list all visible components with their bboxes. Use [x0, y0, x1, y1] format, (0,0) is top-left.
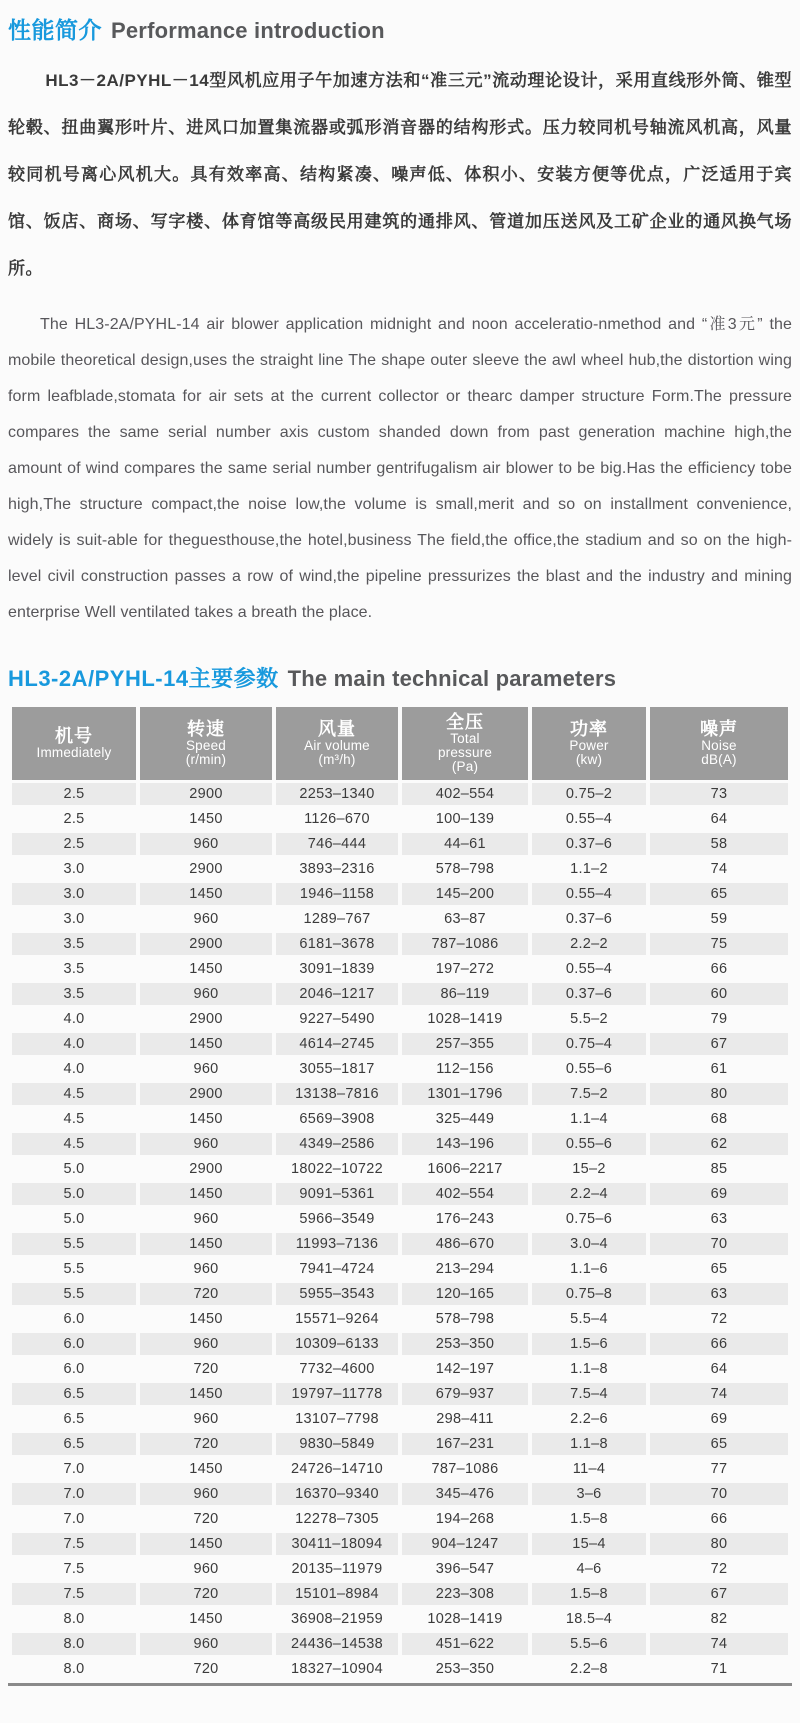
column-header-zh: 机号 — [55, 726, 93, 746]
table-row — [12, 958, 788, 980]
column-header — [532, 707, 646, 780]
table-cell: 7.5 — [12, 1583, 136, 1605]
table-cell: 7.0 — [63, 1511, 85, 1527]
column-header-en: (m³/h) — [318, 752, 356, 767]
table-row — [12, 1408, 788, 1430]
table-cell: 24436–14538 — [276, 1633, 398, 1655]
table-cell: 486–670 — [402, 1233, 528, 1255]
table-cell: 1450 — [140, 1033, 272, 1055]
table-cell: 2900 — [189, 861, 223, 877]
table-cell: 253–350 — [435, 1661, 495, 1677]
table-cell: 5.0 — [63, 1211, 85, 1227]
table-cell: 66 — [650, 1333, 788, 1355]
table-cell: 3.5 — [12, 933, 136, 955]
table-cell: 24726–14710 — [290, 1461, 383, 1477]
table-cell: 5.0 — [12, 1183, 136, 1205]
table-cell: 4349–2586 — [276, 1133, 398, 1155]
table-cell: 74 — [710, 861, 728, 877]
table-cell: 5.0 — [63, 1161, 85, 1177]
table-cell: 960 — [140, 1333, 272, 1355]
table-cell: 0.75–2 — [532, 783, 646, 805]
table-cell: 345–476 — [402, 1483, 528, 1505]
table-cell: 7.5 — [12, 1533, 136, 1555]
table-cell: 3893–2316 — [299, 861, 375, 877]
table-cell: 67 — [650, 1033, 788, 1055]
table-cell: 100–139 — [435, 811, 495, 827]
table-cell: 1.1–8 — [532, 1433, 646, 1455]
column-header-en: Power — [569, 738, 609, 753]
table-row — [12, 1283, 788, 1305]
table-cell: 960 — [193, 1061, 219, 1077]
table-cell: 396–547 — [435, 1561, 495, 1577]
table-cell: 2900 — [140, 933, 272, 955]
table-cell: 1.1–6 — [570, 1261, 608, 1277]
column-header — [276, 707, 398, 780]
intro-paragraph-english: The HL3-2A/PYHL-14 air blower application midnight and noon acceleratio-nmethod and “准3元” the mobile theoretical design,uses the straight line The shape outer sleeve the awl wheel hub,the distortion wing form leafblade,stomata for air sets at the current collector or thearc damper structure Form.The pressure compares the same serial number axis custom shanded down from past generation machine high,the amount of wind compares the same serial number gentrifugalism air blower to be big.Has the efficiency tobe high,The structure compact,the noise low,the volume is small,merit and so on installment convenience, widely is suit-able for theguesthouse,the hotel,business The field,the office,the stadium and so on the high-level civil construction passes a row of wind,the pipeline pressurizes the blast and the industry and mining enterprise Well ventilated takes a breath the place. — [8, 316, 792, 621]
table-cell: 8.0 — [63, 1611, 85, 1627]
table-row — [12, 1533, 788, 1555]
table-cell: 4.5 — [12, 1083, 136, 1105]
table-cell: 67 — [650, 1583, 788, 1605]
table-cell: 9091–5361 — [276, 1183, 398, 1205]
table-cell: 70 — [650, 1233, 788, 1255]
table-cell: 1450 — [140, 1233, 272, 1255]
table-cell: 7.5–4 — [532, 1383, 646, 1405]
table-cell: 142–197 — [435, 1361, 495, 1377]
column-header-zh: 全压 — [446, 712, 484, 732]
table-cell: 112–156 — [436, 1061, 494, 1077]
table-row — [12, 1458, 788, 1480]
table-cell: 4614–2745 — [276, 1033, 398, 1055]
table-cell: 0.55–4 — [565, 961, 613, 977]
table-row — [12, 983, 788, 1005]
table-cell: 960 — [140, 833, 272, 855]
table-cell: 19797–11778 — [276, 1383, 398, 1405]
table-cell: 64 — [710, 811, 728, 827]
table-cell: 1606–2217 — [427, 1161, 503, 1177]
table-cell: 2900 — [189, 1161, 223, 1177]
table-cell: 8.0 — [12, 1633, 136, 1655]
table-cell: 6569–3908 — [299, 1111, 375, 1127]
table-cell: 11–4 — [572, 1461, 606, 1477]
table-cell: 63–87 — [444, 911, 486, 927]
table-cell: 0.55–6 — [532, 1133, 646, 1155]
column-header — [140, 707, 272, 780]
table-cell: 18.5–4 — [565, 1611, 613, 1627]
table-cell: 6.5 — [12, 1383, 136, 1405]
table-cell: 960 — [140, 983, 272, 1005]
table-header-row — [12, 707, 788, 780]
table-cell: 69 — [710, 1411, 728, 1427]
table-cell: 62 — [650, 1133, 788, 1155]
technical-parameters-table — [8, 704, 792, 1686]
table-row — [12, 1658, 788, 1680]
table-cell: 15571–9264 — [295, 1311, 379, 1327]
table-cell: 9830–5849 — [276, 1433, 398, 1455]
table-cell: 10309–6133 — [276, 1333, 398, 1355]
table-cell: 2.2–4 — [532, 1183, 646, 1205]
table-cell: 4–6 — [576, 1561, 602, 1577]
table-cell: 4.0 — [12, 1033, 136, 1055]
table-cell: 960 — [140, 1133, 272, 1155]
table-cell: 1.5–8 — [532, 1583, 646, 1605]
table-cell: 720 — [140, 1283, 272, 1305]
performance-introduction-heading — [8, 10, 792, 48]
table-row — [12, 1508, 788, 1530]
column-header-en: pressure — [437, 745, 493, 760]
table-cell: 0.75–6 — [565, 1211, 613, 1227]
table-cell: 80 — [650, 1533, 788, 1555]
column-header — [402, 707, 528, 780]
table-row — [12, 1158, 788, 1180]
table-cell: 9227–5490 — [299, 1011, 375, 1027]
table-cell: 3.5 — [63, 961, 85, 977]
table-cell: 7732–4600 — [299, 1361, 375, 1377]
table-cell: 1028–1419 — [427, 1011, 503, 1027]
table-cell: 6.0 — [63, 1361, 85, 1377]
table-cell: 1289–767 — [303, 911, 371, 927]
table-cell: 7.5–2 — [532, 1083, 646, 1105]
performance-heading-zh: 性能简介 — [8, 17, 102, 43]
table-cell: 71 — [710, 1661, 728, 1677]
performance-heading-en: Performance introduction — [111, 18, 385, 43]
table-cell: 402–554 — [402, 1183, 528, 1205]
table-cell: 16370–9340 — [276, 1483, 398, 1505]
table-row — [12, 1483, 788, 1505]
table-cell: 253–350 — [402, 1333, 528, 1355]
table-cell: 2.5 — [12, 833, 136, 855]
table-cell: 176–243 — [435, 1211, 495, 1227]
table-cell: 578–798 — [435, 1311, 495, 1327]
table-cell: 7.0 — [63, 1461, 85, 1477]
table-cell: 679–937 — [402, 1383, 528, 1405]
table-cell: 11993–7136 — [276, 1233, 398, 1255]
table-cell: 1.5–8 — [570, 1511, 608, 1527]
table-cell: 143–196 — [402, 1133, 528, 1155]
table-cell: 3.0–4 — [532, 1233, 646, 1255]
table-cell: 65 — [650, 883, 788, 905]
table-row — [12, 908, 788, 930]
table-cell: 223–308 — [402, 1583, 528, 1605]
table-cell: 65 — [710, 1261, 728, 1277]
table-cell: 720 — [193, 1661, 219, 1677]
table-cell: 2900 — [140, 1083, 272, 1105]
column-header-zh: 功率 — [570, 719, 608, 739]
table-cell: 2900 — [189, 1011, 223, 1027]
column-header — [12, 707, 136, 780]
table-cell: 746–444 — [276, 833, 398, 855]
column-header — [650, 707, 788, 780]
table-cell: 6.0 — [63, 1311, 85, 1327]
table-cell: 66 — [710, 1511, 728, 1527]
table-cell: 2046–1217 — [276, 983, 398, 1005]
column-header-en: dB(A) — [701, 752, 737, 767]
table-cell: 4.0 — [63, 1061, 85, 1077]
intro-paragraph-chinese: HL3－2A/PYHL－14型风机应用子午加速方法和“准三元”流动理论设计，采用直线形外筒、锥型轮毂、扭曲翼形叶片、进风口加置集流器或弧形消音器的结构形式。压力较同机号轴流风机高，风量较同机号离心风机大。具有效率高、结构紧凑、噪声低、体积小、安装方便等优点，广泛适用于宾馆、饭店、商场、写字楼、体育馆等高级民用建筑的通排风、管道加压送风及工矿企业的通风换气场所。 — [8, 71, 792, 278]
table-cell: 1450 — [189, 1111, 223, 1127]
table-cell: 5.5 — [63, 1261, 85, 1277]
table-cell: 3.0 — [63, 861, 85, 877]
table-cell: 257–355 — [402, 1033, 528, 1055]
table-cell: 1450 — [140, 883, 272, 905]
column-header-en: Noise — [701, 738, 737, 753]
table-cell: 68 — [710, 1111, 728, 1127]
table-cell: 1450 — [140, 1183, 272, 1205]
column-header-zh: 转速 — [187, 719, 225, 739]
table-cell: 70 — [650, 1483, 788, 1505]
table-cell: 5966–3549 — [299, 1211, 375, 1227]
table-row — [12, 1258, 788, 1280]
column-header-en: (r/min) — [185, 752, 227, 767]
table-cell: 145–200 — [402, 883, 528, 905]
table-row — [12, 1608, 788, 1630]
table-cell: 5.5 — [12, 1283, 136, 1305]
table-cell: 0.75–8 — [532, 1283, 646, 1305]
table-cell: 3055–1817 — [299, 1061, 375, 1077]
table-cell: 74 — [650, 1633, 788, 1655]
table-row — [12, 1233, 788, 1255]
table-cell: 3.0 — [63, 911, 85, 927]
table-cell: 1.5–6 — [532, 1333, 646, 1355]
table-row — [12, 808, 788, 830]
table-cell: 197–272 — [435, 961, 495, 977]
table-cell: 36908–21959 — [290, 1611, 383, 1627]
table-cell: 63 — [650, 1283, 788, 1305]
table-cell: 80 — [650, 1083, 788, 1105]
table-cell: 4.0 — [63, 1011, 85, 1027]
table-cell: 0.75–4 — [532, 1033, 646, 1055]
table-cell: 7941–4724 — [299, 1261, 375, 1277]
table-cell: 3.5 — [12, 983, 136, 1005]
table-header — [12, 707, 788, 780]
parameters-heading-zh: HL3-2A/PYHL-14主要参数 — [8, 666, 279, 691]
table-cell: 1.1–8 — [570, 1361, 608, 1377]
table-cell: 451–622 — [402, 1633, 528, 1655]
table-cell: 2253–1340 — [276, 783, 398, 805]
table-cell: 77 — [710, 1461, 728, 1477]
table-row — [12, 1033, 788, 1055]
column-header-zh: 噪声 — [700, 719, 738, 739]
table-cell: 2.2–6 — [570, 1411, 608, 1427]
table-cell: 960 — [193, 1411, 219, 1427]
table-row — [12, 1358, 788, 1380]
table-row — [12, 1633, 788, 1655]
table-cell: 1450 — [189, 1311, 223, 1327]
table-cell: 79 — [710, 1011, 728, 1027]
table-cell: 1450 — [189, 1611, 223, 1627]
table-row — [12, 1558, 788, 1580]
table-cell: 0.37–6 — [532, 983, 646, 1005]
table-cell: 0.37–6 — [532, 833, 646, 855]
table-cell: 5.5 — [12, 1233, 136, 1255]
table-cell: 0.55–4 — [532, 883, 646, 905]
table-cell: 61 — [710, 1061, 728, 1077]
table-cell: 0.55–4 — [565, 811, 613, 827]
table-cell: 1450 — [140, 1533, 272, 1555]
table-cell: 15101–8984 — [276, 1583, 398, 1605]
table-cell: 5.5–4 — [570, 1311, 608, 1327]
table-cell: 1301–1796 — [402, 1083, 528, 1105]
table-row — [12, 1008, 788, 1030]
table-row — [12, 1433, 788, 1455]
table-cell: 69 — [650, 1183, 788, 1205]
table-row — [12, 883, 788, 905]
table-cell: 5.5–2 — [570, 1011, 608, 1027]
table-cell: 960 — [193, 1211, 219, 1227]
table-cell: 60 — [650, 983, 788, 1005]
table-cell: 720 — [193, 1361, 219, 1377]
table-cell: 960 — [140, 1483, 272, 1505]
table-cell: 85 — [710, 1161, 728, 1177]
table-row — [12, 1058, 788, 1080]
table-cell: 12278–7305 — [295, 1511, 379, 1527]
table-cell: 4.5 — [63, 1111, 85, 1127]
table-cell: 13107–7798 — [295, 1411, 379, 1427]
table-row — [12, 1583, 788, 1605]
table-cell: 2.5 — [63, 811, 85, 827]
parameters-heading-en: The main technical parameters — [287, 666, 617, 691]
table-cell: 7.0 — [12, 1483, 136, 1505]
table-cell: 1028–1419 — [427, 1611, 503, 1627]
table-cell: 1946–1158 — [276, 883, 398, 905]
table-row — [12, 933, 788, 955]
table-cell: 167–231 — [402, 1433, 528, 1455]
table-cell: 72 — [710, 1561, 728, 1577]
table-cell: 15–2 — [572, 1161, 606, 1177]
table-cell: 6.5 — [12, 1433, 136, 1455]
table-cell: 30411–18094 — [276, 1533, 398, 1555]
column-header-en: Air volume — [304, 738, 370, 753]
table-cell: 63 — [710, 1211, 728, 1227]
table-cell: 5955–3543 — [276, 1283, 398, 1305]
table-cell: 1.1–2 — [570, 861, 608, 877]
table-cell: 82 — [710, 1611, 728, 1627]
table-row — [12, 1183, 788, 1205]
table-cell: 0.37–6 — [565, 911, 613, 927]
table-cell: 58 — [650, 833, 788, 855]
table-row — [12, 1133, 788, 1155]
table-cell: 194–268 — [435, 1511, 495, 1527]
table-cell: 7.5 — [63, 1561, 85, 1577]
table-cell: 904–1247 — [402, 1533, 528, 1555]
table-row — [12, 1108, 788, 1130]
table-cell: 960 — [193, 1261, 219, 1277]
table-cell: 1.1–4 — [570, 1111, 608, 1127]
table-cell: 960 — [193, 1561, 219, 1577]
table-cell: 787–1086 — [431, 1461, 499, 1477]
table-cell: 86–119 — [402, 983, 528, 1005]
table-cell: 75 — [650, 933, 788, 955]
table-cell: 2.2–2 — [532, 933, 646, 955]
table-cell: 59 — [710, 911, 728, 927]
table-cell: 2.2–8 — [570, 1661, 608, 1677]
main-parameters-heading — [8, 662, 792, 696]
table-cell: 960 — [193, 911, 219, 927]
table-row — [12, 833, 788, 855]
table-row — [12, 1208, 788, 1230]
table-cell: 18327–10904 — [290, 1661, 383, 1677]
table-cell: 13138–7816 — [276, 1083, 398, 1105]
table-cell: 960 — [140, 1633, 272, 1655]
table-cell: 720 — [140, 1583, 272, 1605]
table-row — [12, 1383, 788, 1405]
table-cell: 2.5 — [12, 783, 136, 805]
table-cell: 402–554 — [402, 783, 528, 805]
table-cell: 20135–11979 — [291, 1561, 383, 1577]
table-cell: 18022–10722 — [290, 1161, 383, 1177]
table-cell: 66 — [710, 961, 728, 977]
table-cell: 44–61 — [402, 833, 528, 855]
table-cell: 720 — [193, 1511, 219, 1527]
table-cell: 8.0 — [63, 1661, 85, 1677]
table-cell: 3–6 — [532, 1483, 646, 1505]
table-cell: 2900 — [140, 783, 272, 805]
table-cell: 3091–1839 — [299, 961, 375, 977]
table-row — [12, 1333, 788, 1355]
column-header-zh: 风量 — [318, 719, 356, 739]
table-cell: 72 — [710, 1311, 728, 1327]
table-cell: 720 — [140, 1433, 272, 1455]
table-cell: 6.0 — [12, 1333, 136, 1355]
table-cell: 4.5 — [12, 1133, 136, 1155]
table-cell: 120–165 — [402, 1283, 528, 1305]
column-header-en: Total — [450, 731, 480, 746]
column-header-en: Immediately — [36, 745, 112, 760]
table-cell: 213–294 — [435, 1261, 495, 1277]
table-cell: 73 — [650, 783, 788, 805]
table-cell: 325–449 — [435, 1111, 495, 1127]
column-header-en: (Pa) — [451, 759, 479, 774]
table-cell: 65 — [650, 1433, 788, 1455]
table-row — [12, 783, 788, 805]
table-cell: 1450 — [189, 961, 223, 977]
table-row — [12, 1308, 788, 1330]
table-cell: 1450 — [189, 811, 223, 827]
table-cell: 1450 — [140, 1383, 272, 1405]
table-cell: 1126–670 — [304, 811, 370, 827]
table-row — [12, 858, 788, 880]
table-cell: 298–411 — [436, 1411, 494, 1427]
table-cell: 74 — [650, 1383, 788, 1405]
table-cell: 6181–3678 — [276, 933, 398, 955]
column-header-en: Speed — [185, 738, 227, 753]
table-cell: 578–798 — [435, 861, 495, 877]
table-cell: 3.0 — [12, 883, 136, 905]
table-cell: 15–4 — [532, 1533, 646, 1555]
table-cell: 787–1086 — [402, 933, 528, 955]
table-cell: 6.5 — [63, 1411, 85, 1427]
table-cell: 5.5–6 — [532, 1633, 646, 1655]
table-cell: 64 — [710, 1361, 728, 1377]
column-header-en: (kw) — [575, 752, 603, 767]
table-cell: 0.55–6 — [565, 1061, 613, 1077]
table-row — [12, 1083, 788, 1105]
table-cell: 1450 — [189, 1461, 223, 1477]
table-body — [12, 783, 788, 1680]
